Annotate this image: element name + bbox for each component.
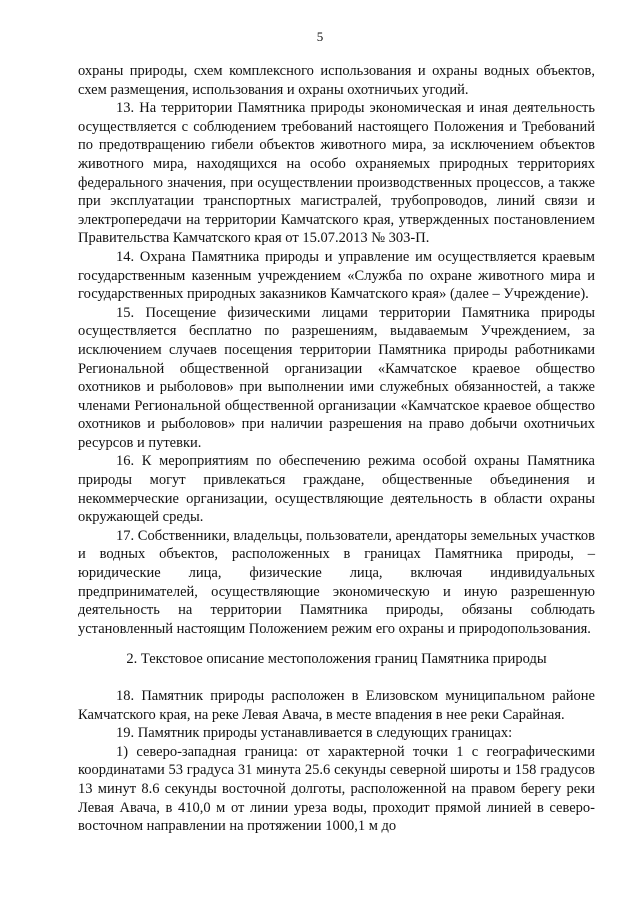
paragraph-18: 18. Памятник природы расположен в Елизовском муниципальном районе Камчатского края, на реке Левая Авача, в месте впадения в нее реки Сарайная.	[78, 688, 595, 723]
page-number: 5	[316, 29, 324, 44]
paragraph-15: 15. Посещение физическими лицами территории Памятника природы осуществляется бесплатно по разрешениям, выдаваемым Учреждением, за исключением случаев посещения территории Памятника природы работниками Региональной общественной организации «Камчатское краевое общество охотников и рыболовов» при выполнении ими служебных обязанностей, а также членами Региональной общественной организации «Камчатское краевое общество охотников и рыболовов» при наличии разрешения на право добычи охотничьих ресурсов и путевки.	[78, 304, 595, 451]
paragraph-19: 19. Памятник природы устанавливается в следующих границах:	[116, 725, 513, 742]
document-body	[78, 62, 595, 836]
paragraph-13: 13. На территории Памятника природы экономическая и иная деятельность осуществляется с соблюдением требований настоящего Положения и Требований по предотвращению гибели объектов животного мира, за исключением объектов животного мира, находящихся на особо охраняемых природных территориях федерального значения, при осуществлении производственных процессов, а также при эксплуатации транспортных магистралей, трубопроводов, линий связи и электропередачи на территории Камчатского края, утвержденных постановлением Правительства Камчатского края от 15.07.2013 № 303-П.	[78, 100, 595, 247]
section-heading: 2. Текстовое описание местоположения границ Памятника природы	[126, 651, 547, 668]
paragraph-continuation: охраны природы, схем комплексного использования и охраны водных объектов, схем размещения, использования и охраны охотничьих угодий.	[78, 63, 595, 98]
paragraph-19-1: 1) северо-западная граница: от характерной точки 1 с географическими координатами 53 градуса 31 минута 25.6 секунды северной широты и 158 градусов 13 минут 8.6 секунды восточной долготы, расположенной на правом берегу реки Левая Авача, в 410,0 м от линии уреза воды, проходит прямой линией в северо-восточном направлении на протяжении 1000,1 м до	[78, 743, 595, 835]
paragraph-14: 14. Охрана Памятника природы и управление им осуществляется краевым государственным казенным учреждением «Служба по охране животного мира и государственных природных заказников Камчатского края» (далее – Учреждение).	[78, 248, 595, 303]
paragraph-17: 17. Собственники, владельцы, пользователи, арендаторы земельных участков и водных объектов, расположенных в границах Памятника природы, – юридические лица, физические лица, включая индивидуальных предпринимателей, осуществляющие экономическую и иную разрешенную деятельность на территории Памятника природы, обязаны соблюдать установленный настоящим Положением режим его охраны и природопользования.	[78, 527, 595, 637]
paragraph-16: 16. К мероприятиям по обеспечению режима особой охраны Памятника природы могут привлекаться граждане, общественные объединения и некоммерческие организации, осуществляющие деятельность в области охраны окружающей среды.	[78, 453, 595, 526]
